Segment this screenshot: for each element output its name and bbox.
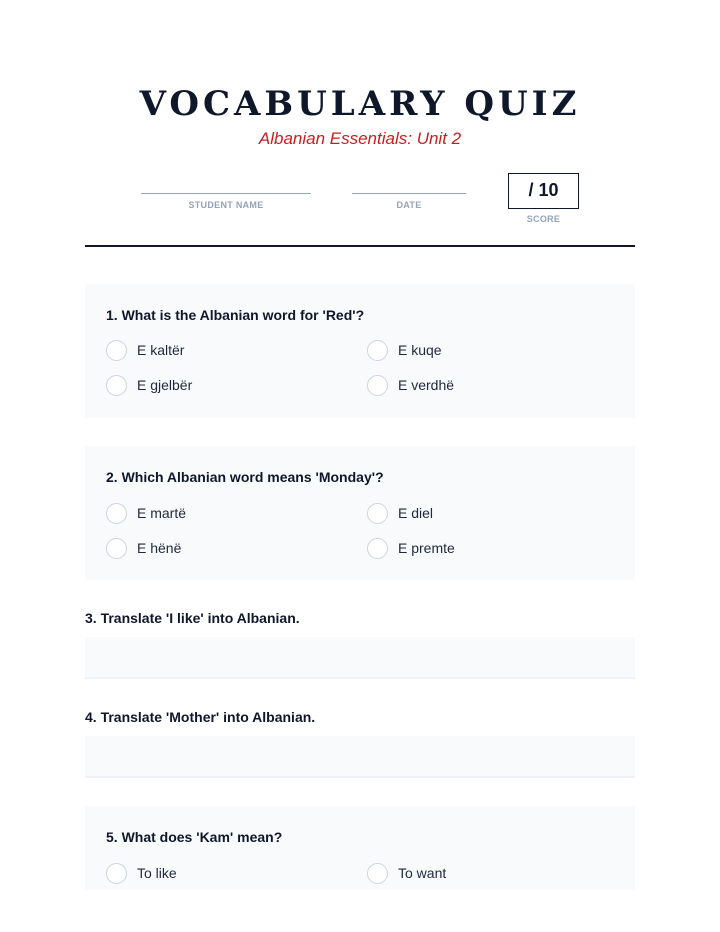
option-label: E premte [398,540,455,556]
student-name-field[interactable] [141,193,311,194]
radio-button[interactable] [367,503,388,524]
radio-button[interactable] [106,340,127,361]
question-card-1 [85,284,635,418]
option-label: To like [137,865,177,881]
question-text-3: 3. Translate 'I like' into Albanian. [85,610,300,626]
option-2d[interactable] [367,537,455,559]
question-text: 2. Which Albanian word means 'Monday'? [106,469,384,485]
score-label: SCORE [526,214,561,224]
date-field[interactable] [352,193,466,194]
radio-button[interactable] [367,340,388,361]
radio-button[interactable] [106,538,127,559]
question-text-4: 4. Translate 'Mother' into Albanian. [85,709,316,725]
quiz-subtitle: Albanian Essentials: Unit 2 [258,129,462,148]
option-label: E kuqe [398,342,442,358]
quiz-title: VOCABULARY QUIZ [139,84,581,124]
radio-button[interactable] [106,503,127,524]
question-card-2 [85,446,635,580]
option-label: E gjelbër [137,377,193,393]
option-1b[interactable] [367,339,442,361]
header-divider [85,245,635,247]
option-label: E hënë [137,540,182,556]
option-1c[interactable] [106,374,192,396]
date-label: DATE [396,200,422,210]
option-label: E kaltër [137,342,185,358]
radio-button[interactable] [106,375,127,396]
option-2a[interactable] [106,502,186,524]
option-2b[interactable] [367,502,433,524]
student-name-label: STUDENT NAME [188,200,264,210]
radio-button[interactable] [367,375,388,396]
answer-field-3[interactable] [85,637,635,679]
question-text: 5. What does 'Kam' mean? [106,829,283,845]
option-1d[interactable] [367,374,454,396]
option-label: E verdhë [398,377,455,393]
score-box: / 10 [508,173,579,209]
option-2c[interactable] [106,537,181,559]
option-label: E diel [398,505,434,521]
option-label: E martë [137,505,187,521]
option-5b[interactable] [367,862,446,884]
radio-button[interactable] [367,538,388,559]
radio-button[interactable] [106,863,127,884]
option-label: To want [398,865,447,881]
question-card-5 [85,806,635,890]
answer-field-4[interactable] [85,736,635,778]
option-5a[interactable] [106,862,177,884]
option-1a[interactable] [106,339,184,361]
question-text: 1. What is the Albanian word for 'Red'? [106,307,365,323]
radio-button[interactable] [367,863,388,884]
